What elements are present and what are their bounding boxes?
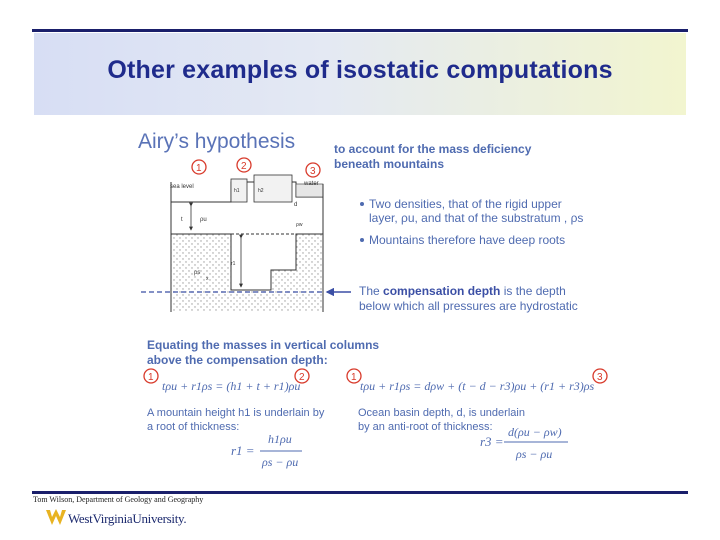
equation-mountain: tρu + r1ρs = (h1 + t + r1)ρu (162, 379, 301, 393)
label-h1: h1 (234, 188, 240, 194)
mountain-root-line-1: A mountain height h1 is underlain by (147, 407, 325, 419)
eq-left-number-2: 2 (299, 372, 305, 383)
top-rule (32, 29, 688, 32)
equating-line-1: Equating the masses in vertical columns (147, 338, 380, 352)
r3-numerator: d(ρu − ρw) (508, 425, 562, 439)
eq-left-number-1: 1 (148, 372, 154, 383)
slide-heading: Airy’s hypothesis (138, 130, 296, 153)
label-rho-u: ρu (200, 217, 207, 223)
intro-line-1: to account for the mass deficiency (334, 142, 532, 156)
label-d: d (294, 202, 298, 208)
eq-right-number-1: 1 (351, 372, 357, 383)
label-t: t (181, 217, 183, 223)
column-3-number: 3 (310, 166, 316, 177)
label-r1: r1 (231, 261, 236, 267)
page-title: Other examples of isostatic computations (107, 56, 613, 84)
r3-denominator: ρs − ρu (516, 447, 553, 461)
bullet-1-line-2: layer, ρu, and that of the substratum , ρs (369, 211, 584, 225)
column-1-number: 1 (196, 163, 202, 174)
bullet-2: Mountains therefore have deep roots (369, 233, 566, 247)
compensation-line-1: The compensation depth is the depth (359, 284, 566, 298)
column-2-number: 2 (241, 161, 247, 172)
university-name: WestVirginiaUniversity. (68, 511, 187, 526)
bottom-rule (32, 491, 688, 494)
footer-credit: Tom Wilson, Department of Geology and Geography (33, 495, 204, 504)
ocean-antiroot-line-2: by an anti-root of thickness: (358, 421, 493, 433)
r1-denominator: ρs − ρu (262, 455, 299, 469)
label-water: water (304, 181, 319, 187)
r1-lhs: r1 = (231, 443, 255, 458)
ocean-antiroot-line-1: Ocean basin depth, d, is underlain (358, 407, 525, 419)
eq-right-number-3: 3 (597, 372, 603, 383)
label-x: x (206, 276, 209, 282)
mountain-root-line-2: a root of thickness: (147, 421, 240, 433)
label-rho-w: ρw (296, 222, 303, 228)
label-sea-level: sea level (170, 184, 194, 190)
equating-line-2: above the compensation depth: (147, 353, 328, 367)
bullet-1-line-1: Two densities, that of the rigid upper (369, 197, 562, 211)
r3-lhs: r3 = (480, 434, 504, 449)
intro-line-2: beneath mountains (334, 157, 445, 171)
compensation-line-2: below which all pressures are hydrostatic (359, 299, 578, 313)
label-h2: h2 (258, 188, 264, 194)
equation-ocean: tρu + r1ρs = dρw + (t − d − r3)ρu + (r1 + r3)ρs (360, 379, 595, 393)
r1-numerator: h1ρu (268, 432, 292, 446)
airy-diagram (141, 158, 351, 312)
airy-slide-image (136, 122, 616, 474)
label-rho-s: ρs (194, 270, 201, 276)
